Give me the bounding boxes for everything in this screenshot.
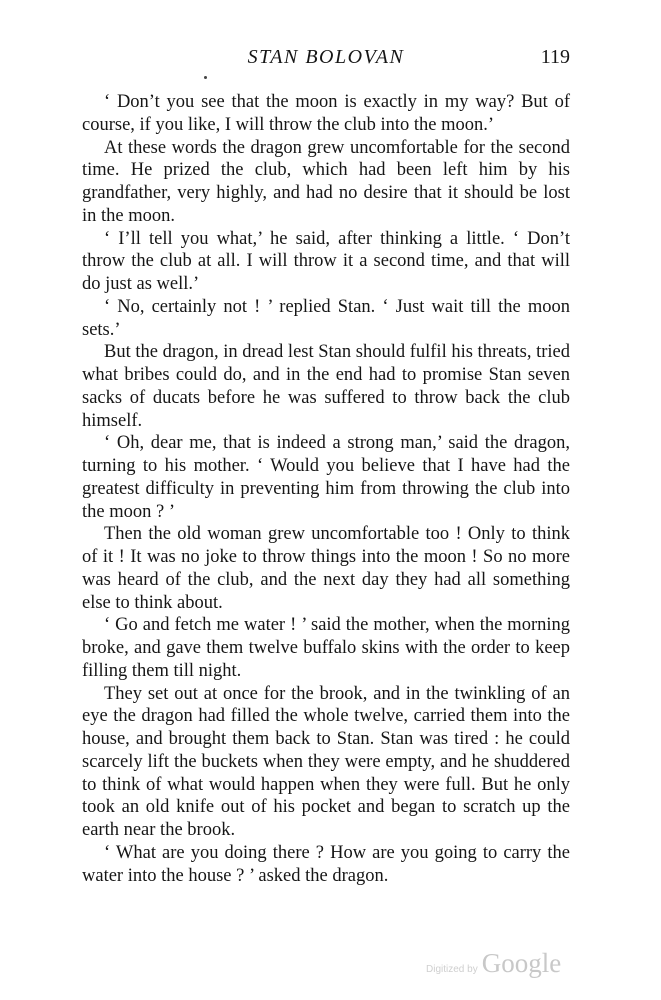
digitization-watermark	[426, 948, 561, 984]
watermark-prefix: Digitized by	[426, 964, 478, 975]
running-title: STAN BOLOVAN	[247, 46, 405, 68]
paragraph: Then the old woman grew uncomfortable too ! Only to think of it ! It was no joke to throw things into the moon ! So no more was heard of the club, and the next day they had all something else to think about.	[82, 524, 570, 613]
print-speck	[204, 76, 207, 79]
paragraph: ‘ No, certainly not ! ’ replied Stan. ‘ Just wait till the moon sets.’	[82, 296, 570, 340]
paragraph: ‘ Don’t you see that the moon is exactly in my way? But of course, if you like, I will throw the club into the moon.’	[82, 92, 570, 135]
paragraph: But the dragon, in dread lest Stan should fulfil his threats, tried what bribes could do, and in the end had to promise Stan seven sacks of ducats before he was suffered to throw back the club himself.	[82, 342, 571, 431]
running-head	[82, 46, 570, 76]
paragraph: ‘ Oh, dear me, that is indeed a strong man,’ said the dragon, turning to his mother. ‘ Would you believe that I have had the greatest difficulty in preventing him from throwing the club into the moon ? ’	[82, 433, 570, 522]
paragraph: They set out at once for the brook, and in the twinkling of an eye the dragon had filled the whole twelve, carried them into the house, and brought them back to Stan. Stan was tired : he could scarcely lift the buckets when they were empty, and he shuddered to think of what would happen when they were full. But he only took an old knife out of his pocket and began to scratch up the earth near the brook.	[82, 683, 570, 840]
page-number: 119	[540, 46, 570, 68]
paragraph: ‘ What are you doing there ? How are you going to carry the water into the house ? ’ asked the dragon.	[82, 842, 570, 886]
paragraph: ‘ Go and fetch me water ! ’ said the mother, when the morning broke, and gave them twelve buffalo skins with the order to keep filling them till night.	[82, 615, 570, 681]
google-logo: Google	[481, 948, 562, 978]
body-text	[82, 91, 570, 887]
paragraph: At these words the dragon grew uncomfortable for the second time. He prized the club, which had been left him by his grandfather, very highly, and had no desire that it should be lost in the moon.	[82, 137, 570, 226]
paragraph: ‘ I’ll tell you what,’ he said, after thinking a little. ‘ Don’t throw the club at all. I will throw it a second time, and that will do just as well.’	[82, 228, 570, 294]
